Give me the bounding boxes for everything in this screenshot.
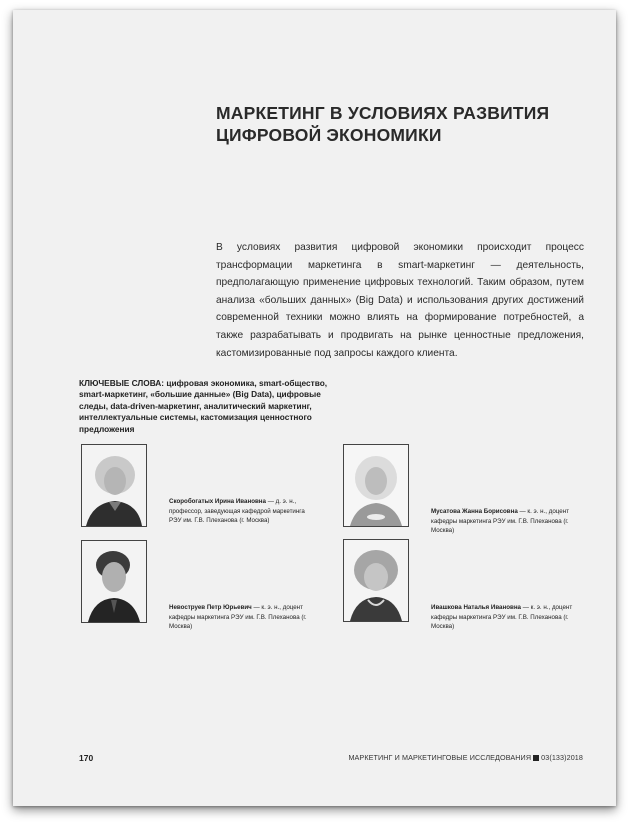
article-title-line-1: МАРКЕТИНГ В УСЛОВИЯХ РАЗВИТИЯ <box>216 103 550 123</box>
journal-footer <box>348 753 583 762</box>
author-name-4: Ивашкова Наталья Ивановна <box>431 604 521 611</box>
portrait-woman-icon <box>344 445 408 526</box>
article-title-line-2: ЦИФРОВОЙ ЭКОНОМИКИ <box>216 125 442 145</box>
author-bio-4 <box>431 603 581 632</box>
article-title <box>216 102 576 146</box>
author-bio-3 <box>169 603 319 632</box>
journal-issue: 03(133)2018 <box>541 753 583 762</box>
page-number: 170 <box>79 753 94 763</box>
keywords-block: КЛЮЧЕВЫЕ СЛОВА: цифровая экономика, smart-общество, smart-маркетинг, «большие данные» (Big Data), цифровые следы, data-driven-маркетинг, аналитический маркетинг, интеллектуальные системы, кастомизация ценностного предложения <box>79 378 328 434</box>
author-desc-2: — к. э. н., доцент кафедры маркетинга РЭУ им. Г.В. Плеханова (г. Москва) <box>431 508 569 534</box>
journal-name: МАРКЕТИНГ И МАРКЕТИНГОВЫЕ ИССЛЕДОВАНИЯ <box>348 753 532 762</box>
portrait-woman-icon <box>344 540 408 621</box>
article-abstract: В условиях развития цифровой экономики происходит процесс трансформации маркетинга в smart-маркетинг — деятельность, предполагающую применение цифровых технологий. Таким образом, путем анализа «больших данных» (Big Data) и использования других достижений современной техники можно влиять на формирование потребностей, а также разрабатывать и продвигать на рынке ценностные предложения, кастомизированные под запросы каждого клиента. <box>216 242 584 359</box>
author-desc-4: — к. э. н., доцент кафедры маркетинга РЭУ им. Г.В. Плеханова (г. Москва) <box>431 604 573 630</box>
author-desc-3: — к. э. н., доцент кафедры маркетинга РЭУ им. Г.В. Плеханова (г. Москва) <box>169 604 307 630</box>
author-photo-4 <box>343 539 409 622</box>
author-photo-3 <box>81 540 147 623</box>
square-bullet-icon <box>533 755 539 761</box>
author-bio-2 <box>431 507 581 536</box>
author-photo-1 <box>81 444 147 527</box>
author-bio-1 <box>169 497 319 526</box>
journal-page <box>13 10 616 806</box>
portrait-man-icon <box>82 541 146 622</box>
author-name-1: Скоробогатых Ирина Ивановна <box>169 498 266 505</box>
author-photo-2 <box>343 444 409 527</box>
author-desc-1: — д. э. н., профессор, заведующая кафедрой маркетинга РЭУ им. Г.В. Плеханова (г. Москва) <box>169 498 305 524</box>
author-name-2: Мусатова Жанна Борисовна <box>431 508 518 515</box>
portrait-woman-icon <box>82 445 146 526</box>
author-name-3: Невоструев Петр Юрьевич <box>169 604 252 611</box>
